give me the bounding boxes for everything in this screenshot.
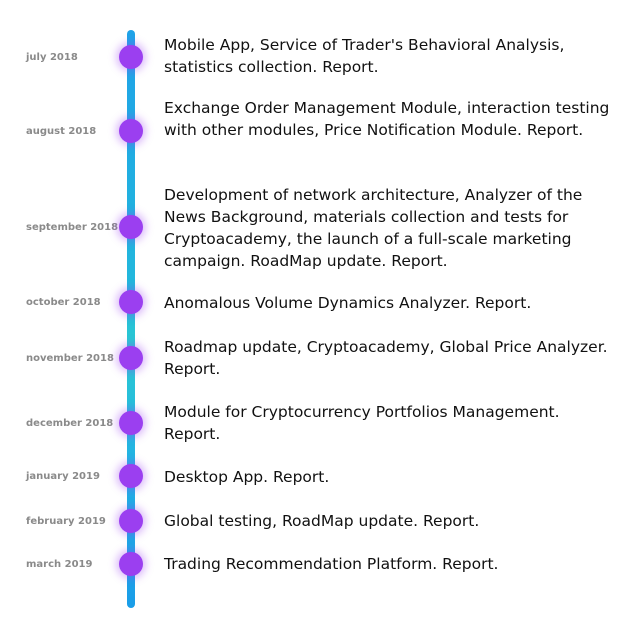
milestone-date: march 2019 <box>26 559 93 570</box>
milestone-dot <box>119 464 143 488</box>
milestone-description: Mobile App, Service of Trader's Behavioral Analysis, statistics collection. Report. <box>164 36 565 76</box>
milestone-description: Development of network architecture, Analyzer of the News Background, materials collection and tests for Cryptoacademy, the launch of a full-scale marketing campaign. RoadMap update. Report. <box>164 186 583 270</box>
milestone-dot <box>119 45 143 69</box>
milestone-date: december 2018 <box>26 418 114 429</box>
milestone-date: july 2018 <box>26 52 78 63</box>
milestone-dot <box>119 119 143 143</box>
milestone-date: february 2019 <box>26 516 106 527</box>
milestone-description: Trading Recommendation Platform. Report. <box>164 555 499 573</box>
milestone-description: Module for Cryptocurrency Portfolios Management. Report. <box>164 403 560 443</box>
milestone-description: Anomalous Volume Dynamics Analyzer. Report. <box>164 294 532 312</box>
milestone-date: january 2019 <box>26 471 100 482</box>
milestone-date: october 2018 <box>26 297 101 308</box>
milestone-date: september 2018 <box>26 222 119 233</box>
milestone-dot <box>119 509 143 533</box>
milestone-description: Exchange Order Management Module, interaction testing with other modules, Price Notification Module. Report. <box>164 99 610 139</box>
milestone-description: Roadmap update, Cryptoacademy, Global Price Analyzer. Report. <box>164 338 608 378</box>
milestone-description: Desktop App. Report. <box>164 468 330 486</box>
milestone-date: november 2018 <box>26 353 114 364</box>
milestone-dot <box>119 290 143 314</box>
milestone-dot <box>119 552 143 576</box>
milestone-dot <box>119 346 143 370</box>
milestone-date: august 2018 <box>26 126 97 137</box>
milestone-dot <box>119 215 143 239</box>
milestone-dot <box>119 411 143 435</box>
milestone-description: Global testing, RoadMap update. Report. <box>164 512 480 530</box>
